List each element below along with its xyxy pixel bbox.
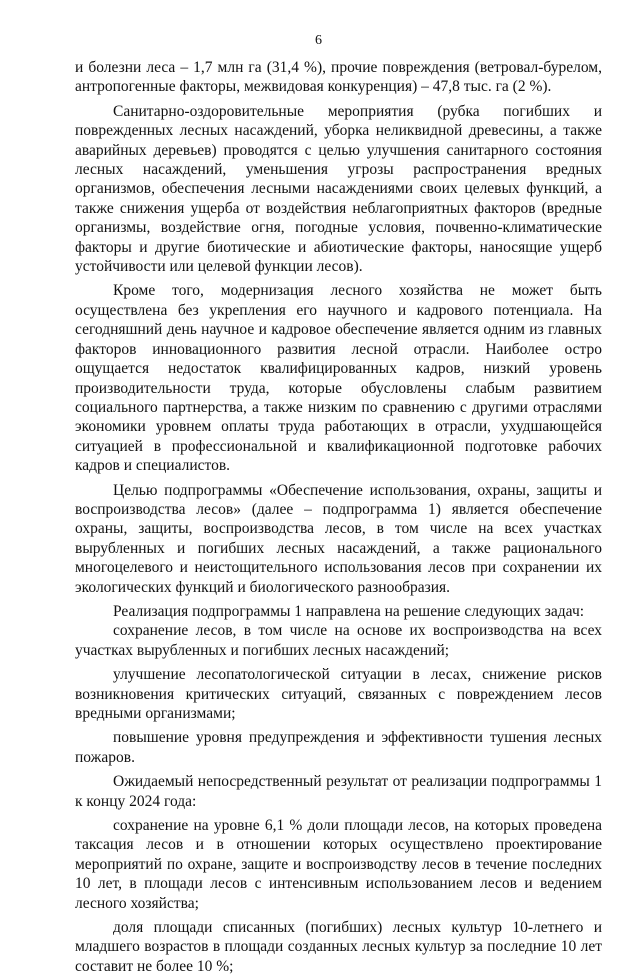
- paragraph-tasks-intro: Реализация подпрограммы 1 направлена на решение следующих задач:: [113, 602, 585, 620]
- list-item-task-fire-prevention: повышение уровня предупреждения и эффективности тушения лесных пожаров.: [75, 729, 602, 766]
- document-body: [75, 58, 602, 976]
- paragraph-fire-damage-continuation: и болезни леса – 1,7 млн га (31,4 %), прочие повреждения (ветровал-бурелом, антропогенные факторы, межвидовая конкуренция) – 47,8 тыс. га (2 %).: [75, 59, 602, 96]
- paragraph-subprogram-goal: Целью подпрограммы «Обеспечение использования, охраны, защиты и воспроизводства лесов» (далее – подпрограмма 1) является обеспечение охраны, защиты, воспроизводства лесов, в том числе на всех участках вырубленных и погибших лесных насаждений, а также рационального многоцелевого и неистощительного использования лесов при сохранении их экологических функций и биологического разнообразия.: [75, 481, 602, 596]
- list-item-result-taxation: сохранение на уровне 6,1 % доли площади лесов, на которых проведена таксация лесов и в отношении которых осуществлено проектирование мероприятий по охране, защите и воспроизводству лесов в течение последних 10 лет, в площади лесов с интенсивным использованием лесов и ведением лесного хозяйства;: [75, 817, 602, 912]
- paragraph-expected-result-intro: Ожидаемый непосредственный результат от реализации подпрограммы 1 к концу 2024 года:: [75, 773, 602, 810]
- page-number: 6: [315, 33, 322, 48]
- list-item-result-written-off-crops: доля площади списанных (погибших) лесных культур 10-летнего и младшего возрастов в площади созданных лесных культур за последние 10 лет составит не более 10 %;: [75, 919, 602, 975]
- list-item-task-preservation: сохранение лесов, в том числе на основе их воспроизводства на всех участках вырубленных и погибших лесных насаждений;: [75, 622, 602, 659]
- paragraph-personnel-potential: Кроме того, модернизация лесного хозяйства не может быть осуществлена без укрепления его научного и кадрового потенциала. На сегодняшний день научное и кадровое обеспечение является одним из главных факторов инновационного развития лесной отрасли. Наиболее остро ощущается недостаток квалифицированных кадров, низкий уровень производительности труда, которые обусловлены слабым развитием социального партнерства, а также низким по сравнению с другими отраслями экономики уровнем оплаты труда работающих в отрасли, ухудшающейся ситуацией в профессиональной и квалификационной подготовке рабочих кадров и специалистов.: [75, 282, 602, 475]
- list-item-task-pathology: улучшение лесопатологической ситуации в лесах, снижение рисков возникновения критических ситуаций, связанных с повреждением лесов вредными организмами;: [75, 666, 602, 722]
- paragraph-sanitary-measures: Санитарно-оздоровительные мероприятия (рубка погибших и поврежденных лесных насаждений, уборка неликвидной древесины, а также аварийных деревьев) проводятся с целью улучшения санитарного состояния лесных насаждений, уменьшения угрозы распространения вредных организмов, обеспечения лесными насаждениями своих целевых функций, а также снижения ущерба от воздействия неблагоприятных факторов (вредные организмы, воздействие огня, погодные условия, почвенно-климатические факторы и другие биотические и абиотические факторы, наносящие ущерб устойчивости или целевой функции лесов).: [75, 102, 602, 276]
